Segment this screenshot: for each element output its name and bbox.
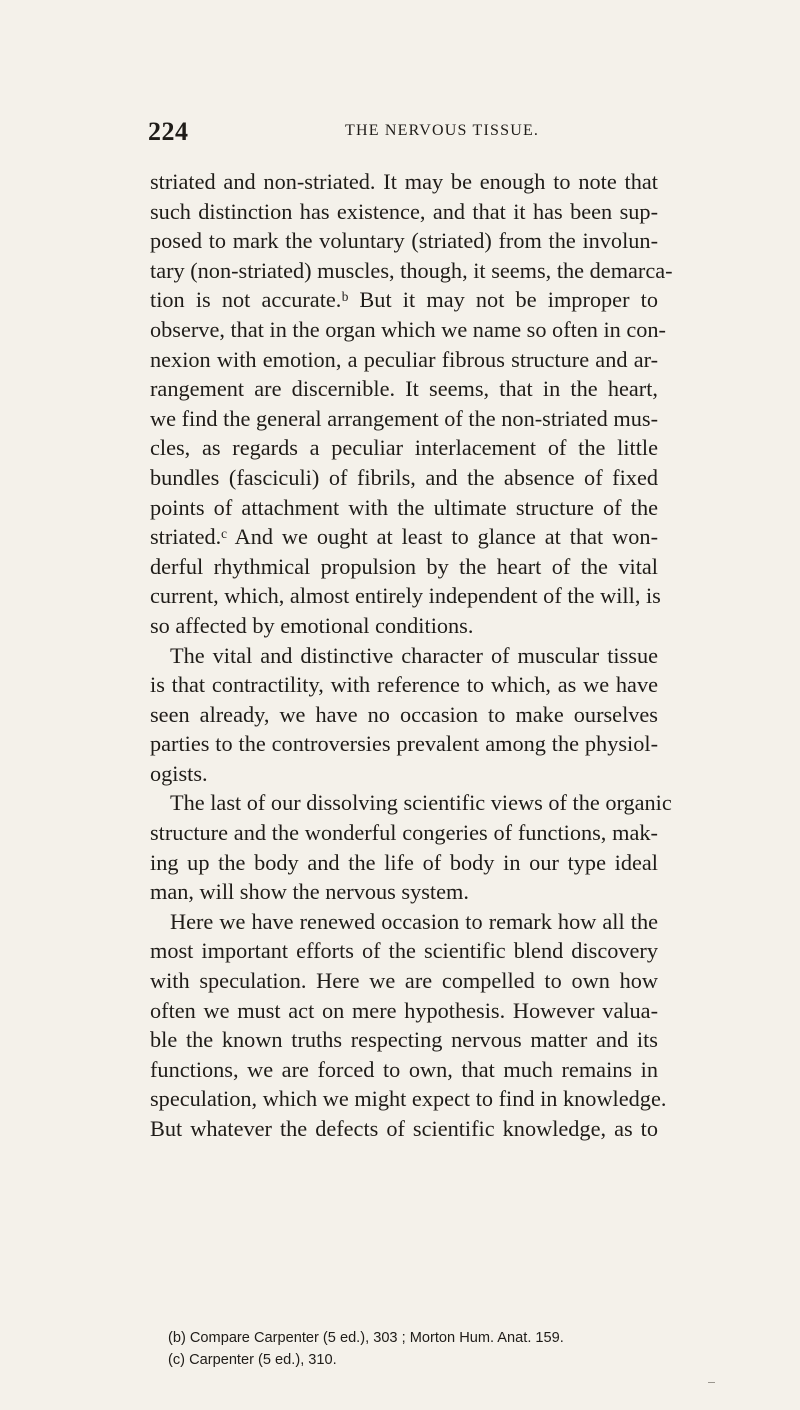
- text-line: man, will show the nervous system.: [150, 879, 469, 905]
- text-line: we find the general arrangement of the non-striated mus-: [150, 405, 658, 431]
- text-line: points of attachment with the ultimate structure of the: [150, 494, 658, 520]
- text-line: ing up the body and the life of body in our type ideal: [150, 849, 658, 875]
- page-mark: [708, 1382, 715, 1383]
- text-line: striated.ᶜ And we ought at least to glance at that won-: [150, 524, 658, 550]
- text-line: most important efforts of the scientific blend discovery: [150, 938, 658, 964]
- footnote-c: (c) Carpenter (5 ed.), 310.: [168, 1352, 337, 1368]
- text-line: parties to the controversies prevalent among the physiol-: [150, 731, 658, 757]
- text-line: with speculation. Here we are compelled to own how: [150, 968, 658, 994]
- footnote-b: (b) Compare Carpenter (5 ed.), 303 ; Morton Hum. Anat. 159.: [168, 1330, 564, 1346]
- text-line: tion is not accurate.ᵇ But it may not be improper to: [150, 287, 658, 313]
- text-line: derful rhythmical propulsion by the heart of the vital: [150, 553, 658, 579]
- footnotes: [168, 1327, 668, 1371]
- page-header: [148, 117, 648, 147]
- text-line: such distinction has existence, and that it has been sup-: [150, 198, 658, 224]
- text-line: But whatever the defects of scientific knowledge, as to: [150, 1116, 658, 1141]
- text-line: cles, as regards a peculiar interlacement of the little: [150, 435, 658, 461]
- text-line: is that contractility, with reference to which, as we have: [150, 672, 658, 698]
- body-text: [150, 167, 673, 1144]
- text-line: tary (non-striated) muscles, though, it seems, the demarca-: [150, 257, 673, 283]
- text-line: The last of our dissolving scientific views of the organic: [170, 790, 672, 816]
- text-line: nexion with emotion, a peculiar fibrous structure and ar-: [150, 346, 658, 372]
- text-line: posed to mark the voluntary (striated) from the involun-: [150, 228, 658, 254]
- text-line: bundles (fasciculi) of fibrils, and the absence of fixed: [150, 464, 658, 490]
- text-line: speculation, which we might expect to find in knowledge.: [150, 1086, 667, 1112]
- text-line: so affected by emotional conditions.: [150, 612, 474, 638]
- text-line: observe, that in the organ which we name so often in con-: [150, 316, 666, 342]
- text-line: Here we have renewed occasion to remark how all the: [170, 908, 658, 934]
- text-line: often we must act on mere hypothesis. However valua-: [150, 997, 658, 1023]
- running-head: THE NERVOUS TISSUE.: [345, 122, 540, 139]
- text-line: rangement are discernible. It seems, that in the heart,: [150, 376, 658, 402]
- text-line: ble the known truths respecting nervous matter and its: [150, 1027, 658, 1053]
- page-number: 224: [148, 117, 189, 146]
- text-line: structure and the wonderful congeries of functions, mak-: [150, 820, 658, 846]
- text-line: ogists.: [150, 760, 208, 786]
- text-line: The vital and distinctive character of muscular tissue: [170, 642, 658, 668]
- text-line: current, which, almost entirely independent of the will, is: [150, 583, 661, 609]
- text-line: seen already, we have no occasion to make ourselves: [150, 701, 658, 727]
- text-line: functions, we are forced to own, that much remains in: [150, 1056, 658, 1082]
- text-line: striated and non-striated. It may be enough to note that: [150, 169, 658, 194]
